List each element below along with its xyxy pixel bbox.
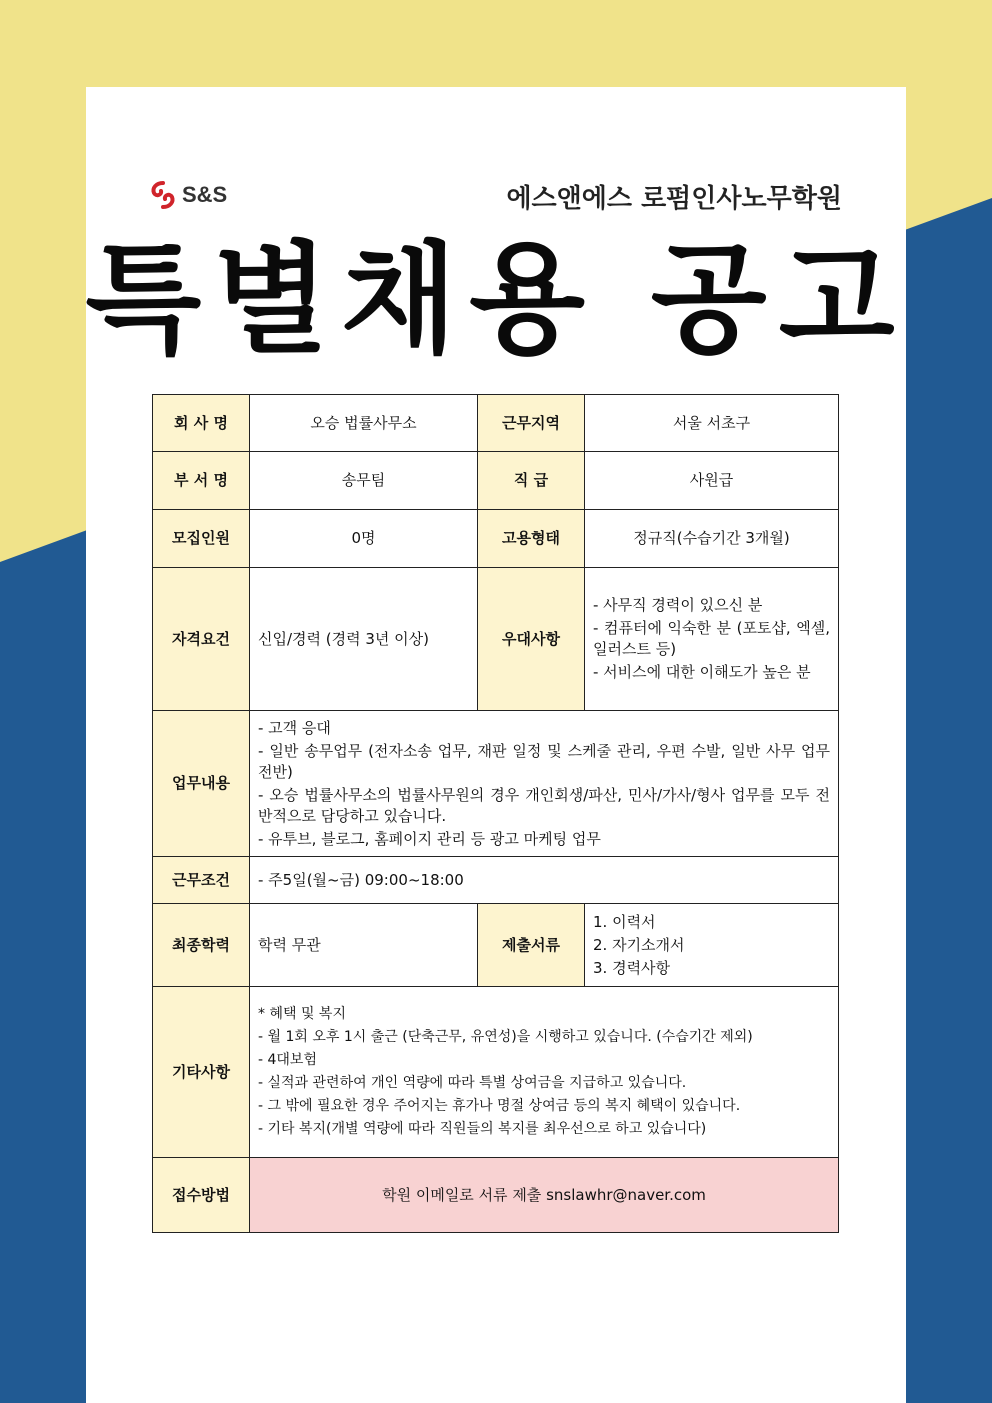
others-label: 기타사항 <box>153 987 250 1158</box>
employment-value: 정규직(수습기간 3개월) <box>585 510 839 568</box>
list-item: * 혜택 및 복지 <box>258 1006 346 1022</box>
table-row <box>153 904 839 987</box>
academy-name: 에스앤에스 로펌인사노무학원 <box>506 184 842 214</box>
education-label: 최종학력 <box>153 904 250 987</box>
location-value: 서울 서초구 <box>585 395 839 452</box>
documents-label: 제출서류 <box>478 904 585 987</box>
table-row <box>153 568 839 711</box>
list-item: - 고객 응대 <box>258 718 331 737</box>
headcount-value: 0명 <box>250 510 478 568</box>
company-logo <box>148 178 227 212</box>
headcount-label: 모집인원 <box>153 510 250 568</box>
list-item: - 서비스에 대한 이해도가 높은 분 <box>593 663 811 681</box>
others-list <box>250 987 839 1158</box>
list-item: 3. 경력사항 <box>593 958 671 977</box>
sns-logo-icon <box>148 180 178 210</box>
apply-label: 접수방법 <box>153 1158 250 1233</box>
table-row <box>153 1158 839 1233</box>
qualification-label: 자격요건 <box>153 568 250 711</box>
list-item: - 그 밖에 필요한 경우 주어지는 휴가나 명절 상여금 등의 복지 혜택이 있습니다. <box>258 1098 741 1114</box>
table-row <box>153 987 839 1158</box>
job-info-table <box>152 394 839 1233</box>
list-item: 2. 자기소개서 <box>593 935 685 954</box>
qualification-value: 신입/경력 (경력 3년 이상) <box>250 568 478 711</box>
company-label: 회 사 명 <box>153 395 250 452</box>
preference-list <box>585 568 839 711</box>
company-value: 오승 법률사무소 <box>250 395 478 452</box>
conditions-label: 근무조건 <box>153 857 250 904</box>
logo-text: S&S <box>182 182 228 207</box>
education-value: 학력 무관 <box>250 904 478 987</box>
table-row <box>153 510 839 568</box>
employment-label: 고용형태 <box>478 510 585 568</box>
list-item: 1. 이력서 <box>593 912 656 931</box>
table-row <box>153 857 839 904</box>
page-title: 특별채용 공고 <box>85 231 907 370</box>
location-label: 근무지역 <box>478 395 585 452</box>
documents-list <box>585 904 839 987</box>
preference-label: 우대사항 <box>478 568 585 711</box>
list-item: - 유투브, 블로그, 홈페이지 관리 등 광고 마케팅 업무 <box>258 829 601 848</box>
dept-label: 부 서 명 <box>153 452 250 510</box>
rank-label: 직 급 <box>478 452 585 510</box>
list-item: - 컴퓨터에 익숙한 분 (포토샵, 엑셀, 일러스트 등) <box>593 619 830 658</box>
list-item: - 기타 복지(개별 역량에 따라 직원들의 복지를 최우선으로 하고 있습니다) <box>258 1121 707 1137</box>
table-row <box>153 711 839 857</box>
rank-value: 사원급 <box>585 452 839 510</box>
list-item: - 오승 법률사무소의 법률사무원의 경우 개인회생/파산, 민사/가사/형사 업무를 모두 전반적으로 담당하고 있습니다. <box>258 785 830 825</box>
apply-value: 학원 이메일로 서류 제출 snslawhr@naver.com <box>250 1158 839 1233</box>
list-item: - 월 1회 오후 1시 출근 (단축근무, 유연성)을 시행하고 있습니다. (수습기간 제외) <box>258 1029 753 1045</box>
duties-label: 업무내용 <box>153 711 250 857</box>
list-item: - 실적과 관련하여 개인 역량에 따라 특별 상여금을 지급하고 있습니다. <box>258 1075 687 1091</box>
list-item: - 일반 송무업무 (전자소송 업무, 재판 일정 및 스케줄 관리, 우편 수발, 일반 사무 업무 전반) <box>258 741 830 781</box>
conditions-value: - 주5일(월~금) 09:00~18:00 <box>250 857 839 904</box>
list-item: - 4대보험 <box>258 1052 317 1068</box>
table-row <box>153 452 839 510</box>
duties-list <box>250 711 839 857</box>
list-item: - 사무직 경력이 있으신 분 <box>593 596 763 614</box>
table-row <box>153 395 839 452</box>
dept-value: 송무팀 <box>250 452 478 510</box>
